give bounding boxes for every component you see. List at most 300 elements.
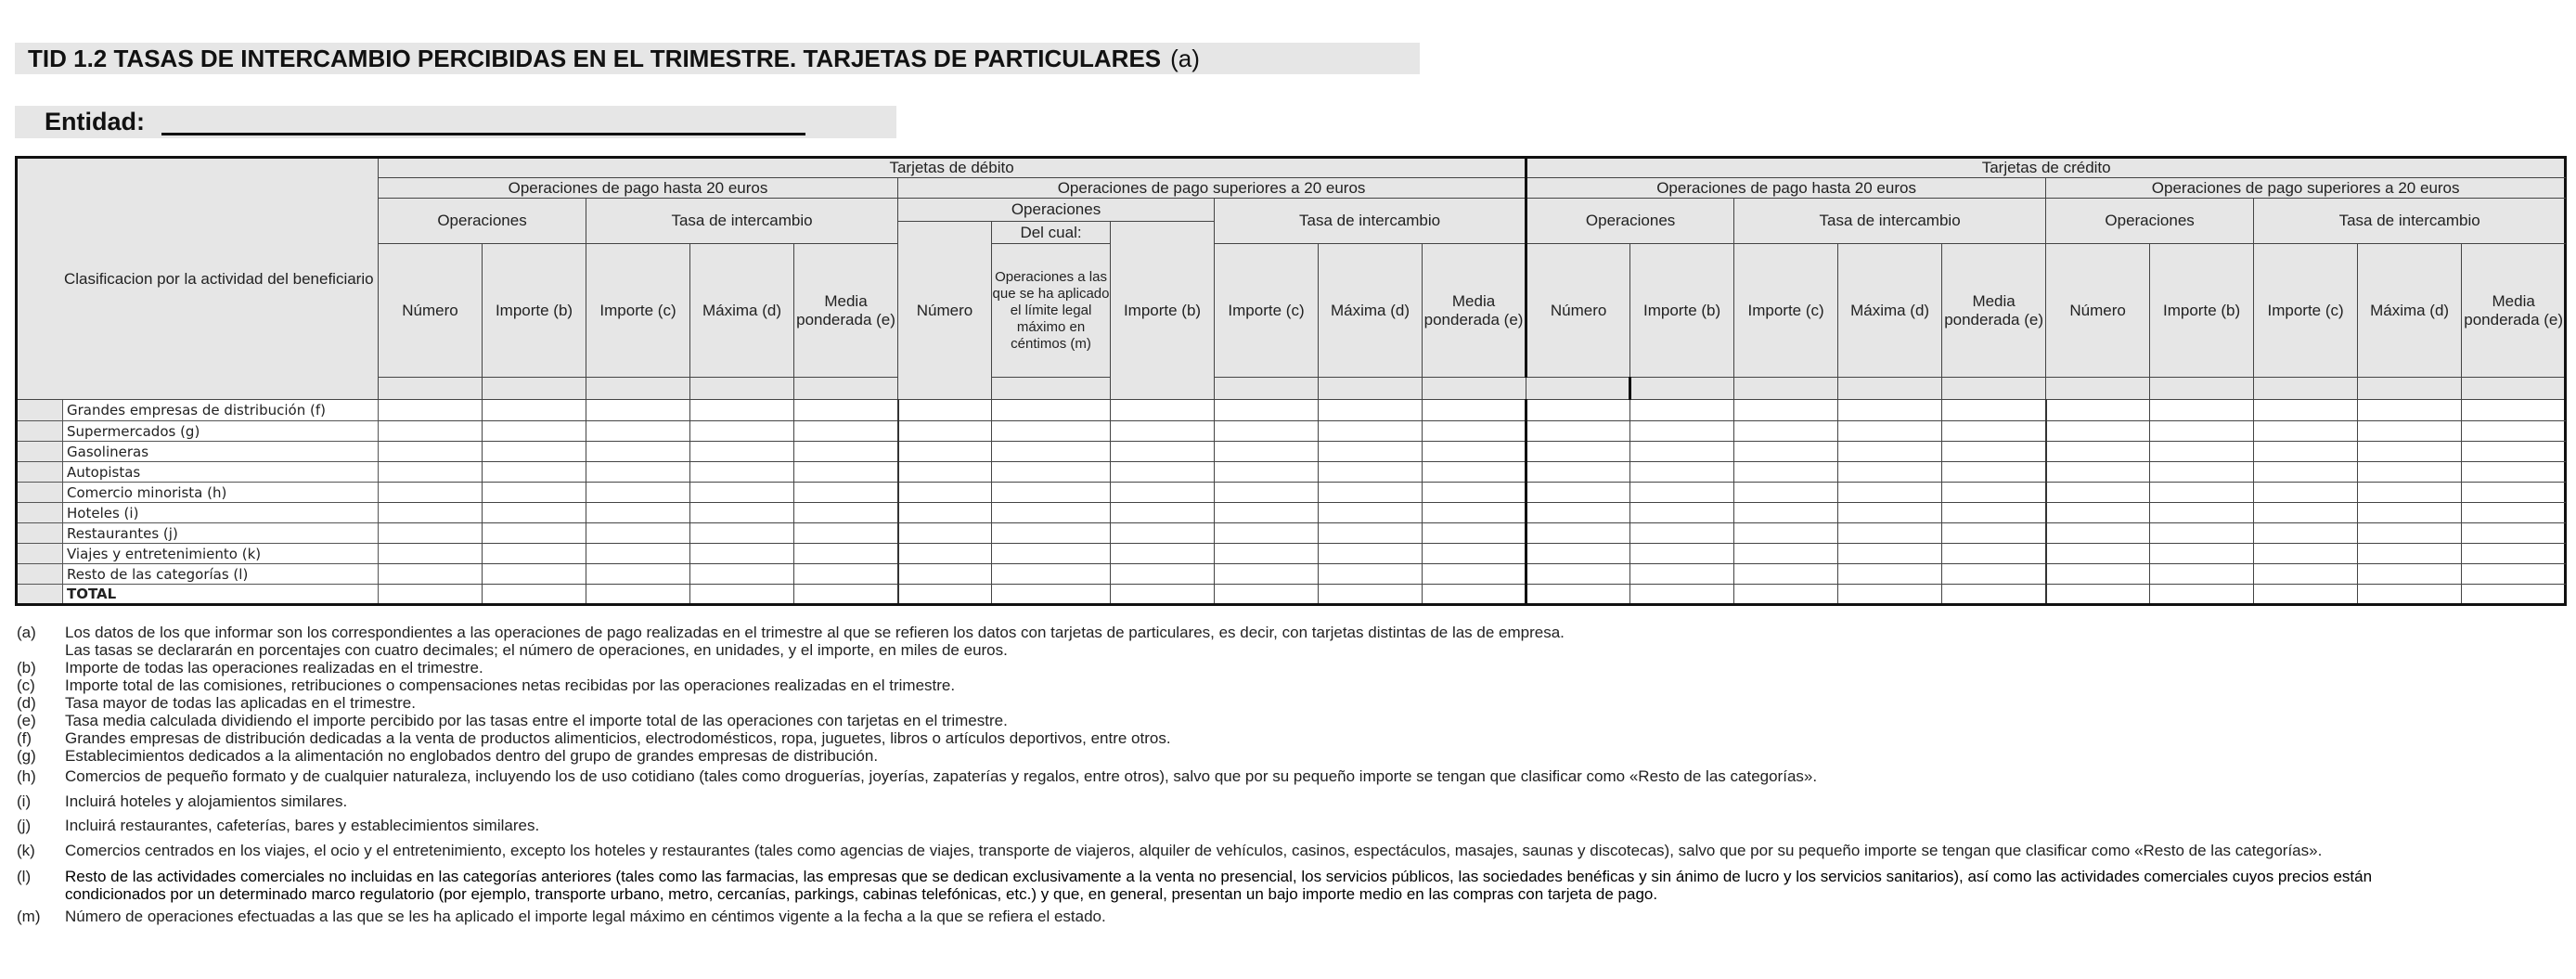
- data-cell[interactable]: [483, 544, 586, 564]
- data-cell[interactable]: [794, 483, 898, 503]
- data-cell[interactable]: [1111, 421, 1215, 442]
- data-cell[interactable]: [2358, 400, 2462, 421]
- table-row: [17, 564, 2566, 585]
- data-cell[interactable]: [483, 503, 586, 523]
- data-cell[interactable]: [379, 544, 483, 564]
- data-cell[interactable]: [1111, 585, 1215, 605]
- table-row: [17, 503, 2566, 523]
- data-cell[interactable]: [2150, 421, 2254, 442]
- footnote: [17, 817, 2559, 834]
- data-cell[interactable]: [690, 585, 794, 605]
- data-cell[interactable]: [1942, 523, 2046, 544]
- data-cell[interactable]: [794, 523, 898, 544]
- data-cell[interactable]: [1215, 421, 1319, 442]
- data-cell[interactable]: [483, 523, 586, 544]
- data-cell[interactable]: [898, 400, 992, 421]
- data-cell[interactable]: [586, 421, 690, 442]
- footnote-text: Los datos de los que informar son los correspondientes a las operaciones de pago realizadas en el trimestre al que se refieren los datos con tarjetas de particulares, es decir, con tarjetas distintas de las de empresa.: [65, 624, 1565, 641]
- table-row: [17, 483, 2566, 503]
- data-cell[interactable]: [1423, 442, 1526, 462]
- data-cell[interactable]: [690, 462, 794, 483]
- debit-low-media: Media ponderada (e): [794, 244, 898, 378]
- data-cell[interactable]: [1526, 462, 1630, 483]
- row-label: Autopistas: [63, 462, 379, 483]
- data-cell[interactable]: [1630, 503, 1734, 523]
- data-cell[interactable]: [1526, 400, 1630, 421]
- data-cell[interactable]: [1215, 400, 1319, 421]
- data-cell[interactable]: [2358, 564, 2462, 585]
- footnote-text: Incluirá hoteles y alojamientos similares.: [65, 792, 348, 810]
- data-cell[interactable]: [794, 585, 898, 605]
- footnote-key: (k): [17, 842, 35, 859]
- credit-high-maxima: Máxima (d): [2358, 244, 2462, 378]
- debit-high-media: Media ponderada (e): [1423, 244, 1526, 378]
- data-cell[interactable]: [1942, 564, 2046, 585]
- data-cell[interactable]: [1111, 564, 1215, 585]
- data-cell[interactable]: [2046, 585, 2150, 605]
- data-cell[interactable]: [586, 400, 690, 421]
- data-cell[interactable]: [898, 585, 992, 605]
- data-cell[interactable]: [2462, 585, 2566, 605]
- data-cell[interactable]: [2046, 462, 2150, 483]
- footnote: [17, 868, 2559, 885]
- debit-low-maxima: Máxima (d): [690, 244, 794, 378]
- data-cell[interactable]: [1423, 544, 1526, 564]
- data-cell[interactable]: [1319, 442, 1423, 462]
- footnote-key: (i): [17, 792, 32, 810]
- data-cell[interactable]: [2358, 442, 2462, 462]
- data-cell[interactable]: [1215, 503, 1319, 523]
- footnote-key: (e): [17, 712, 36, 729]
- data-cell[interactable]: [379, 421, 483, 442]
- data-cell[interactable]: [2462, 523, 2566, 544]
- data-cell[interactable]: [1838, 585, 1942, 605]
- row-label: Gasolineras: [63, 442, 379, 462]
- footnote-text: Comercios centrados en los viajes, el ocio y el entretenimiento, excepto los hoteles y restaurantes (tales como agencias de viajes, transporte de viajeros, alquiler de vehículos, casinos, espectáculos, masajes, saunas y discotecas), salvo que por su pequeño importe se tengan que clasificar como «Resto de las categorías».: [65, 842, 2323, 859]
- data-cell[interactable]: [1838, 483, 1942, 503]
- data-cell[interactable]: [1838, 564, 1942, 585]
- data-cell[interactable]: [1423, 462, 1526, 483]
- data-cell[interactable]: [1215, 564, 1319, 585]
- data-cell[interactable]: [379, 462, 483, 483]
- data-cell[interactable]: [2046, 483, 2150, 503]
- data-cell[interactable]: [2358, 421, 2462, 442]
- page-title: TID 1.2 TASAS DE INTERCAMBIO PERCIBIDAS EN EL TRIMESTRE. TARJETAS DE PARTICULARES (a): [28, 45, 1200, 72]
- data-cell[interactable]: [1319, 585, 1423, 605]
- data-cell[interactable]: [1942, 442, 2046, 462]
- data-cell[interactable]: [2046, 400, 2150, 421]
- data-cell[interactable]: [1215, 544, 1319, 564]
- data-cell[interactable]: [2254, 523, 2358, 544]
- data-cell[interactable]: [1526, 523, 1630, 544]
- data-cell[interactable]: [1215, 523, 1319, 544]
- data-cell[interactable]: [1734, 400, 1838, 421]
- data-cell[interactable]: [1423, 421, 1526, 442]
- footnote-text: Grandes empresas de distribución dedicadas a la venta de productos alimenticios, electrodomésticos, ropa, juguetes, libros o artículos deportivos, entre otros.: [65, 729, 1171, 747]
- data-cell[interactable]: [1319, 421, 1423, 442]
- data-cell[interactable]: [1630, 462, 1734, 483]
- data-cell[interactable]: [1111, 400, 1215, 421]
- footnote: [17, 659, 2559, 676]
- total-row: [17, 585, 2566, 605]
- data-cell[interactable]: [2150, 442, 2254, 462]
- data-cell[interactable]: [483, 421, 586, 442]
- table-row: [17, 442, 2566, 462]
- data-cell[interactable]: [1942, 585, 2046, 605]
- footnote-text: condicionados por un determinado marco regulatorio (por ejemplo, transporte urbano, metro, cercanías, parkings, cabinas telefónicas, etc.) y que, en general, presentan un bajo importe medio en las compras con tarjeta de pago.: [65, 885, 1658, 903]
- data-cell[interactable]: [1942, 421, 2046, 442]
- entity-input-line[interactable]: [161, 133, 805, 135]
- data-cell[interactable]: [992, 523, 1111, 544]
- data-cell[interactable]: [2254, 564, 2358, 585]
- data-cell[interactable]: [794, 442, 898, 462]
- data-cell[interactable]: [1630, 585, 1734, 605]
- row-code-cell: [17, 564, 63, 585]
- footnote-text: Número de operaciones efectuadas a las que se les ha aplicado el importe legal máximo en céntimos vigente a la fecha a la que se refiera el estado.: [65, 908, 1106, 925]
- row-label: Comercio minorista (h): [63, 483, 379, 503]
- data-cell[interactable]: [992, 483, 1111, 503]
- footnote-key: (l): [17, 868, 32, 885]
- data-cell[interactable]: [2254, 400, 2358, 421]
- credit-low-numero: Número: [1526, 244, 1630, 378]
- data-cell[interactable]: [690, 564, 794, 585]
- data-cell[interactable]: [794, 503, 898, 523]
- data-cell[interactable]: [379, 503, 483, 523]
- footnotes: [17, 624, 2559, 925]
- data-cell[interactable]: [794, 564, 898, 585]
- data-cell[interactable]: [690, 503, 794, 523]
- footnote-key: (h): [17, 767, 36, 785]
- footnote: [17, 842, 2559, 859]
- footnote: [17, 624, 2559, 641]
- data-cell[interactable]: [1423, 564, 1526, 585]
- credit-low-importe-b: Importe (b): [1630, 244, 1734, 378]
- data-cell[interactable]: [1423, 400, 1526, 421]
- data-cell[interactable]: [2358, 462, 2462, 483]
- debit-low-tasa: Tasa de intercambio: [586, 199, 898, 244]
- entity-bar: [15, 106, 896, 138]
- credit-header: Tarjetas de crédito: [1526, 158, 2566, 178]
- data-cell[interactable]: [1734, 421, 1838, 442]
- data-cell[interactable]: [1526, 483, 1630, 503]
- data-cell[interactable]: [586, 483, 690, 503]
- data-cell[interactable]: [379, 483, 483, 503]
- data-cell[interactable]: [898, 442, 992, 462]
- data-cell[interactable]: [2046, 442, 2150, 462]
- debit-low-importe-c: Importe (c): [586, 244, 690, 378]
- data-cell[interactable]: [586, 564, 690, 585]
- data-cell[interactable]: [898, 564, 992, 585]
- data-cell[interactable]: [2358, 503, 2462, 523]
- footnote: [17, 729, 2559, 747]
- data-cell[interactable]: [1838, 523, 1942, 544]
- data-cell[interactable]: [1838, 503, 1942, 523]
- data-cell[interactable]: [1319, 503, 1423, 523]
- data-cell[interactable]: [586, 462, 690, 483]
- data-cell[interactable]: [690, 544, 794, 564]
- data-cell[interactable]: [1111, 483, 1215, 503]
- data-cell[interactable]: [586, 585, 690, 605]
- data-cell[interactable]: [794, 400, 898, 421]
- data-cell[interactable]: [1630, 564, 1734, 585]
- data-cell[interactable]: [1838, 544, 1942, 564]
- data-cell[interactable]: [379, 442, 483, 462]
- data-cell[interactable]: [2254, 442, 2358, 462]
- row-label: Supermercados (g): [63, 421, 379, 442]
- footnote-text: Tasa media calculada dividiendo el importe percibido por las tasas entre el importe total de las operaciones con tarjetas en el trimestre.: [65, 712, 1008, 729]
- data-cell[interactable]: [379, 564, 483, 585]
- data-cell[interactable]: [1215, 483, 1319, 503]
- footnote-key: (j): [17, 817, 32, 834]
- data-cell[interactable]: [483, 400, 586, 421]
- footnote: [17, 792, 2559, 810]
- data-cell[interactable]: [1215, 585, 1319, 605]
- data-cell[interactable]: [2462, 400, 2566, 421]
- debit-high-numero: Número: [898, 222, 992, 400]
- footnote: [17, 641, 2559, 659]
- data-cell[interactable]: [1423, 483, 1526, 503]
- data-cell[interactable]: [992, 544, 1111, 564]
- data-cell[interactable]: [690, 400, 794, 421]
- data-cell[interactable]: [2358, 523, 2462, 544]
- data-cell[interactable]: [1319, 483, 1423, 503]
- data-cell[interactable]: [379, 400, 483, 421]
- data-cell[interactable]: [2462, 503, 2566, 523]
- data-cell[interactable]: [2150, 503, 2254, 523]
- data-cell[interactable]: [586, 503, 690, 523]
- data-cell[interactable]: [483, 462, 586, 483]
- data-cell[interactable]: [898, 421, 992, 442]
- data-cell[interactable]: [1526, 564, 1630, 585]
- data-cell[interactable]: [1942, 503, 2046, 523]
- data-cell[interactable]: [1942, 483, 2046, 503]
- data-cell[interactable]: [1423, 523, 1526, 544]
- data-cell[interactable]: [992, 503, 1111, 523]
- credit-high-importe-c: Importe (c): [2254, 244, 2358, 378]
- data-cell[interactable]: [1942, 400, 2046, 421]
- data-cell[interactable]: [992, 585, 1111, 605]
- data-cell[interactable]: [1734, 564, 1838, 585]
- row-code-cell: [17, 503, 63, 523]
- data-cell[interactable]: [2150, 564, 2254, 585]
- data-cell[interactable]: [586, 523, 690, 544]
- footnote: [17, 712, 2559, 729]
- credit-high-media: Media ponderada (e): [2462, 244, 2566, 378]
- data-cell[interactable]: [794, 421, 898, 442]
- data-cell[interactable]: [1734, 442, 1838, 462]
- data-cell[interactable]: [2150, 483, 2254, 503]
- data-cell[interactable]: [1319, 564, 1423, 585]
- debit-ops-over-20: Operaciones de pago superiores a 20 euros: [898, 178, 1526, 199]
- footnote-text: Importe de todas las operaciones realizadas en el trimestre.: [65, 659, 483, 676]
- data-cell[interactable]: [1526, 503, 1630, 523]
- footnote-key: (d): [17, 694, 36, 712]
- data-cell[interactable]: [898, 483, 992, 503]
- data-cell[interactable]: [1111, 503, 1215, 523]
- data-cell[interactable]: [2254, 544, 2358, 564]
- entity-label: Entidad:: [45, 108, 145, 135]
- row-label: Viajes y entretenimiento (k): [63, 544, 379, 564]
- credit-high-operaciones: Operaciones: [2046, 199, 2254, 244]
- data-cell[interactable]: [2150, 544, 2254, 564]
- data-cell[interactable]: [1423, 503, 1526, 523]
- data-cell[interactable]: [586, 442, 690, 462]
- footnote: [17, 694, 2559, 712]
- data-cell[interactable]: [1111, 544, 1215, 564]
- data-cell[interactable]: [1734, 523, 1838, 544]
- data-cell[interactable]: [992, 462, 1111, 483]
- data-cell[interactable]: [2462, 421, 2566, 442]
- data-cell[interactable]: [1215, 462, 1319, 483]
- debit-ops-up-to-20: Operaciones de pago hasta 20 euros: [379, 178, 898, 199]
- data-cell[interactable]: [2046, 503, 2150, 523]
- data-cell[interactable]: [2150, 523, 2254, 544]
- interchange-table: [15, 156, 2567, 606]
- data-cell[interactable]: [898, 523, 992, 544]
- data-cell[interactable]: [2046, 544, 2150, 564]
- data-cell[interactable]: [1423, 585, 1526, 605]
- data-cell[interactable]: [1838, 421, 1942, 442]
- data-cell[interactable]: [2046, 421, 2150, 442]
- data-cell[interactable]: [379, 585, 483, 605]
- data-cell[interactable]: [483, 585, 586, 605]
- data-cell[interactable]: [483, 483, 586, 503]
- data-cell[interactable]: [898, 544, 992, 564]
- footnote: [17, 908, 2559, 925]
- data-cell[interactable]: [690, 523, 794, 544]
- table-row: [17, 523, 2566, 544]
- data-cell[interactable]: [1319, 544, 1423, 564]
- data-cell[interactable]: [1942, 462, 2046, 483]
- row-code-cell: [17, 442, 63, 462]
- footnote-key: (c): [17, 676, 35, 694]
- data-cell[interactable]: [2254, 421, 2358, 442]
- data-cell[interactable]: [1734, 503, 1838, 523]
- data-cell[interactable]: [898, 462, 992, 483]
- debit-high-del-cual: Del cual:: [992, 222, 1111, 244]
- title-note-ref: (a): [1170, 45, 1200, 72]
- data-cell[interactable]: [1630, 523, 1734, 544]
- data-cell[interactable]: [992, 400, 1111, 421]
- table-row: [17, 400, 2566, 421]
- data-cell[interactable]: [483, 564, 586, 585]
- row-code-cell: [17, 483, 63, 503]
- data-cell[interactable]: [1111, 462, 1215, 483]
- data-cell[interactable]: [2254, 462, 2358, 483]
- table-row: [17, 421, 2566, 442]
- data-cell[interactable]: [1526, 585, 1630, 605]
- data-cell[interactable]: [2254, 503, 2358, 523]
- footnote-key: (f): [17, 729, 32, 747]
- data-cell[interactable]: [1630, 400, 1734, 421]
- data-cell[interactable]: [690, 442, 794, 462]
- data-cell[interactable]: [1734, 462, 1838, 483]
- data-cell[interactable]: [1734, 544, 1838, 564]
- data-cell[interactable]: [1526, 544, 1630, 564]
- data-cell[interactable]: [379, 523, 483, 544]
- data-cell[interactable]: [992, 421, 1111, 442]
- data-cell[interactable]: [690, 483, 794, 503]
- data-cell[interactable]: [1734, 483, 1838, 503]
- data-cell[interactable]: [2150, 462, 2254, 483]
- data-cell[interactable]: [1942, 544, 2046, 564]
- credit-ops-up-to-20: Operaciones de pago hasta 20 euros: [1526, 178, 2046, 199]
- data-cell[interactable]: [1319, 523, 1423, 544]
- row-code-cell: [17, 523, 63, 544]
- footnote-key: (g): [17, 747, 36, 765]
- row-code-cell: [17, 585, 63, 605]
- data-cell[interactable]: [794, 462, 898, 483]
- data-cell[interactable]: [1838, 462, 1942, 483]
- credit-ops-over-20: Operaciones de pago superiores a 20 euros: [2046, 178, 2566, 199]
- footnote: [17, 885, 2559, 903]
- credit-low-importe-c: Importe (c): [1734, 244, 1838, 378]
- data-cell[interactable]: [992, 442, 1111, 462]
- data-cell[interactable]: [2046, 523, 2150, 544]
- credit-high-importe-b: Importe (b): [2150, 244, 2254, 378]
- debit-header: Tarjetas de débito: [379, 158, 1526, 178]
- data-cell[interactable]: [794, 544, 898, 564]
- data-cell[interactable]: [2462, 544, 2566, 564]
- data-cell[interactable]: [1630, 421, 1734, 442]
- data-cell[interactable]: [1734, 585, 1838, 605]
- data-cell[interactable]: [1838, 400, 1942, 421]
- data-cell[interactable]: [1111, 523, 1215, 544]
- debit-low-importe-b: Importe (b): [483, 244, 586, 378]
- footnote-key: (a): [17, 624, 36, 641]
- data-cell[interactable]: [2358, 483, 2462, 503]
- data-cell[interactable]: [2046, 564, 2150, 585]
- data-cell[interactable]: [1526, 421, 1630, 442]
- data-cell[interactable]: [586, 544, 690, 564]
- data-cell[interactable]: [1215, 442, 1319, 462]
- data-cell[interactable]: [690, 421, 794, 442]
- row-header-label: Clasificacion por la actividad del beneficiario: [64, 270, 374, 288]
- row-header-cell: [17, 158, 379, 400]
- data-cell[interactable]: [1630, 483, 1734, 503]
- data-cell[interactable]: [2462, 483, 2566, 503]
- data-cell[interactable]: [1526, 442, 1630, 462]
- credit-high-numero: Número: [2046, 244, 2150, 378]
- data-cell[interactable]: [1319, 400, 1423, 421]
- data-cell[interactable]: [2462, 564, 2566, 585]
- data-cell[interactable]: [898, 503, 992, 523]
- data-cell[interactable]: [1111, 442, 1215, 462]
- data-cell[interactable]: [483, 442, 586, 462]
- debit-low-operaciones: Operaciones: [379, 199, 586, 244]
- footnote-text: Tasa mayor de todas las aplicadas en el trimestre.: [65, 694, 416, 712]
- data-cell[interactable]: [2150, 585, 2254, 605]
- data-cell[interactable]: [1319, 462, 1423, 483]
- data-cell[interactable]: [2462, 462, 2566, 483]
- row-label: Grandes empresas de distribución (f): [63, 400, 379, 421]
- data-cell[interactable]: [2358, 585, 2462, 605]
- debit-high-tasa: Tasa de intercambio: [1215, 199, 1526, 244]
- data-cell[interactable]: [2254, 483, 2358, 503]
- data-cell[interactable]: [1630, 544, 1734, 564]
- data-cell[interactable]: [1630, 442, 1734, 462]
- footnote: [17, 747, 2559, 765]
- data-cell[interactable]: [992, 564, 1111, 585]
- data-cell[interactable]: [2358, 544, 2462, 564]
- footnote-text: Importe total de las comisiones, retribuciones o compensaciones netas recibidas por las operaciones realizadas en el trimestre.: [65, 676, 956, 694]
- data-cell[interactable]: [2254, 585, 2358, 605]
- data-cell[interactable]: [1838, 442, 1942, 462]
- data-cell[interactable]: [2150, 400, 2254, 421]
- footnote-text: Resto de las actividades comerciales no incluidas en las categorías anteriores (tales como las farmacias, las empresas que se dedican exclusivamente a la venta no presencial, los servicios públicos, las sociedades benéficas y sin ánimo de lucro y los servicios sanitarios), así como las actividades comerciales cuyos precios están: [65, 868, 2373, 885]
- data-cell[interactable]: [2462, 442, 2566, 462]
- row-label: Restaurantes (j): [63, 523, 379, 544]
